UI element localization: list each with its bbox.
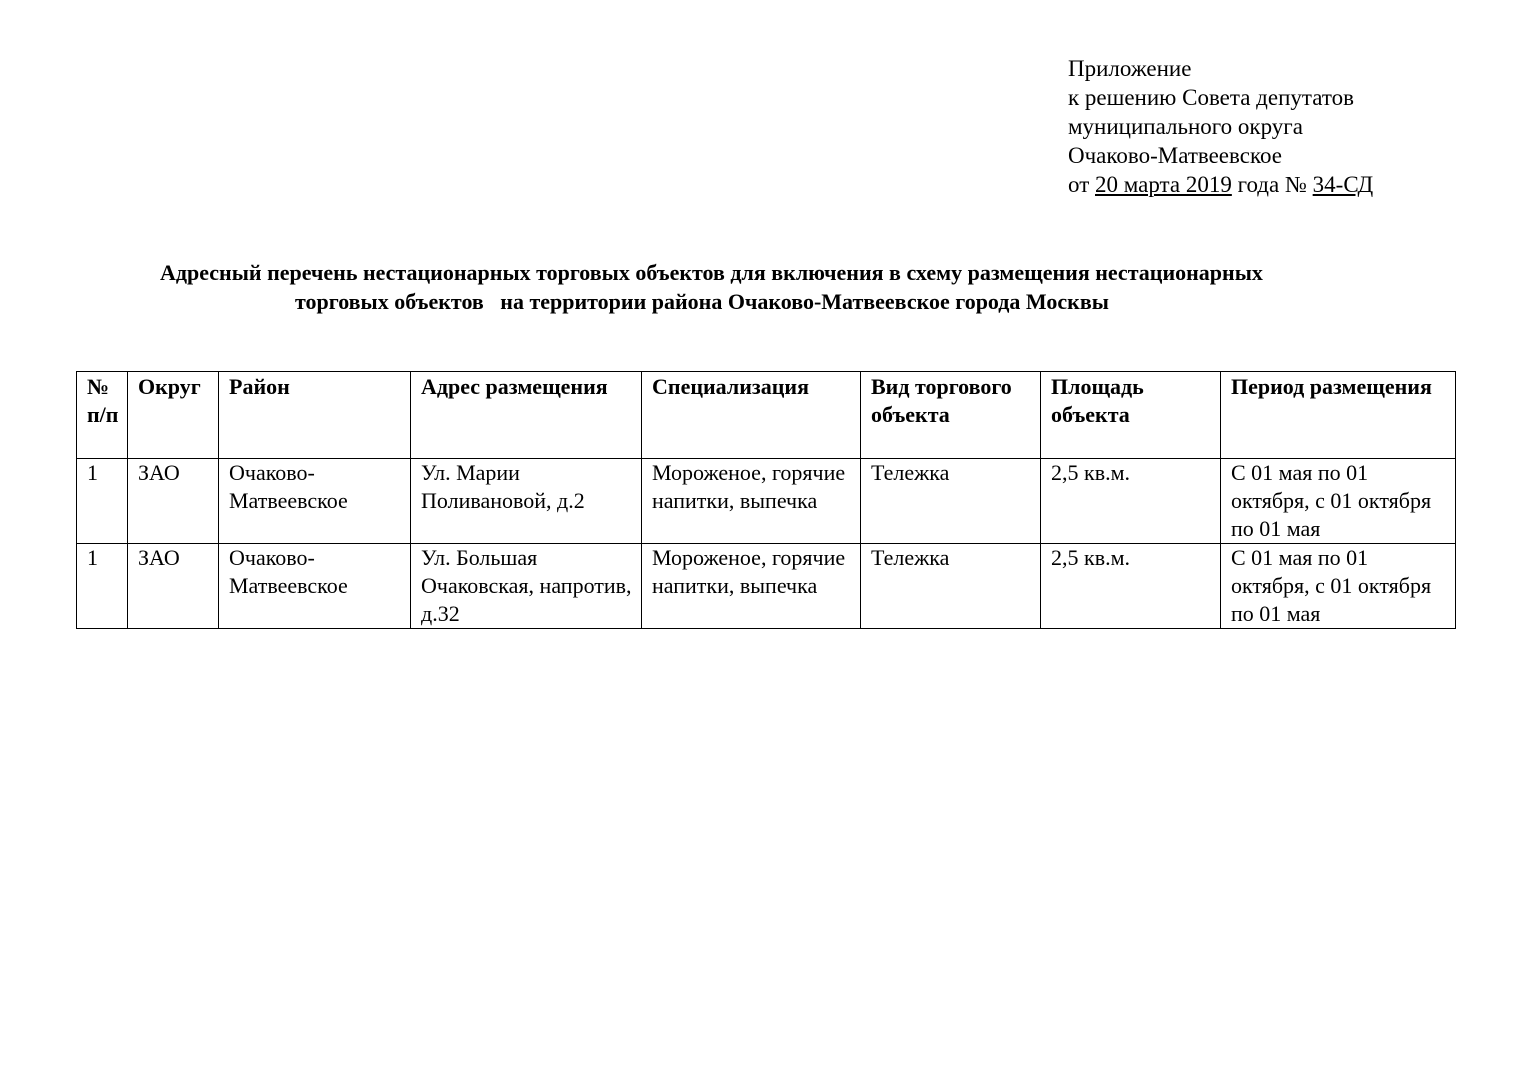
header-specialization: Специализация xyxy=(642,372,861,459)
appendix-line-2: к решению Совета депутатов xyxy=(1068,85,1354,110)
date-prefix: от xyxy=(1068,172,1090,197)
header-object-type: Вид торгового объекта xyxy=(861,372,1041,459)
decision-date: 20 марта 2019 xyxy=(1095,172,1232,197)
appendix-date-line xyxy=(1068,170,1373,199)
decision-number: 34-СД xyxy=(1312,172,1374,197)
header-address: Адрес размещения xyxy=(411,372,642,459)
cell-address: Ул. Марии Поливановой, д.2 xyxy=(411,459,642,544)
appendix-line-3: муниципального округа xyxy=(1068,114,1303,139)
cell-object-type: Тележка xyxy=(861,459,1041,544)
table-header-row xyxy=(77,372,1456,459)
cell-area: 2,5 кв.м. xyxy=(1041,459,1221,544)
appendix-line-4: Очаково-Матвеевское xyxy=(1068,143,1282,168)
cell-period: С 01 мая по 01 октября, с 01 октября по 01 мая xyxy=(1221,544,1456,629)
cell-okrug: ЗАО xyxy=(128,544,219,629)
objects-table xyxy=(76,371,1456,629)
cell-period: С 01 мая по 01 октября, с 01 октября по 01 мая xyxy=(1221,459,1456,544)
cell-okrug: ЗАО xyxy=(128,459,219,544)
cell-specialization: Мороженое, горячие напитки, выпечка xyxy=(642,459,861,544)
title-line-2: торговых объектов на территории района Очаково-Матвеевское города Москвы xyxy=(295,289,1109,314)
header-period: Период размещения xyxy=(1221,372,1456,459)
title-line-1: Адресный перечень нестационарных торговых объектов для включения в схему размещения нестационарных xyxy=(160,260,1263,285)
table-row xyxy=(77,459,1456,544)
appendix-line-1: Приложение xyxy=(1068,56,1192,81)
cell-num: 1 xyxy=(77,459,128,544)
header-rayon: Район xyxy=(219,372,411,459)
cell-area: 2,5 кв.м. xyxy=(1041,544,1221,629)
table-row xyxy=(77,544,1456,629)
date-suffix: года № xyxy=(1237,172,1307,197)
cell-rayon: Очаково-Матвеевское xyxy=(219,459,411,544)
header-area: Площадь объекта xyxy=(1041,372,1221,459)
cell-rayon: Очаково-Матвеевское xyxy=(219,544,411,629)
header-okrug: Округ xyxy=(128,372,219,459)
cell-address: Ул. Большая Очаковская, напротив, д.32 xyxy=(411,544,642,629)
cell-object-type: Тележка xyxy=(861,544,1041,629)
cell-specialization: Мороженое, горячие напитки, выпечка xyxy=(642,544,861,629)
header-num: № п/п xyxy=(77,372,128,459)
cell-num: 1 xyxy=(77,544,128,629)
appendix-block xyxy=(1068,54,1373,199)
